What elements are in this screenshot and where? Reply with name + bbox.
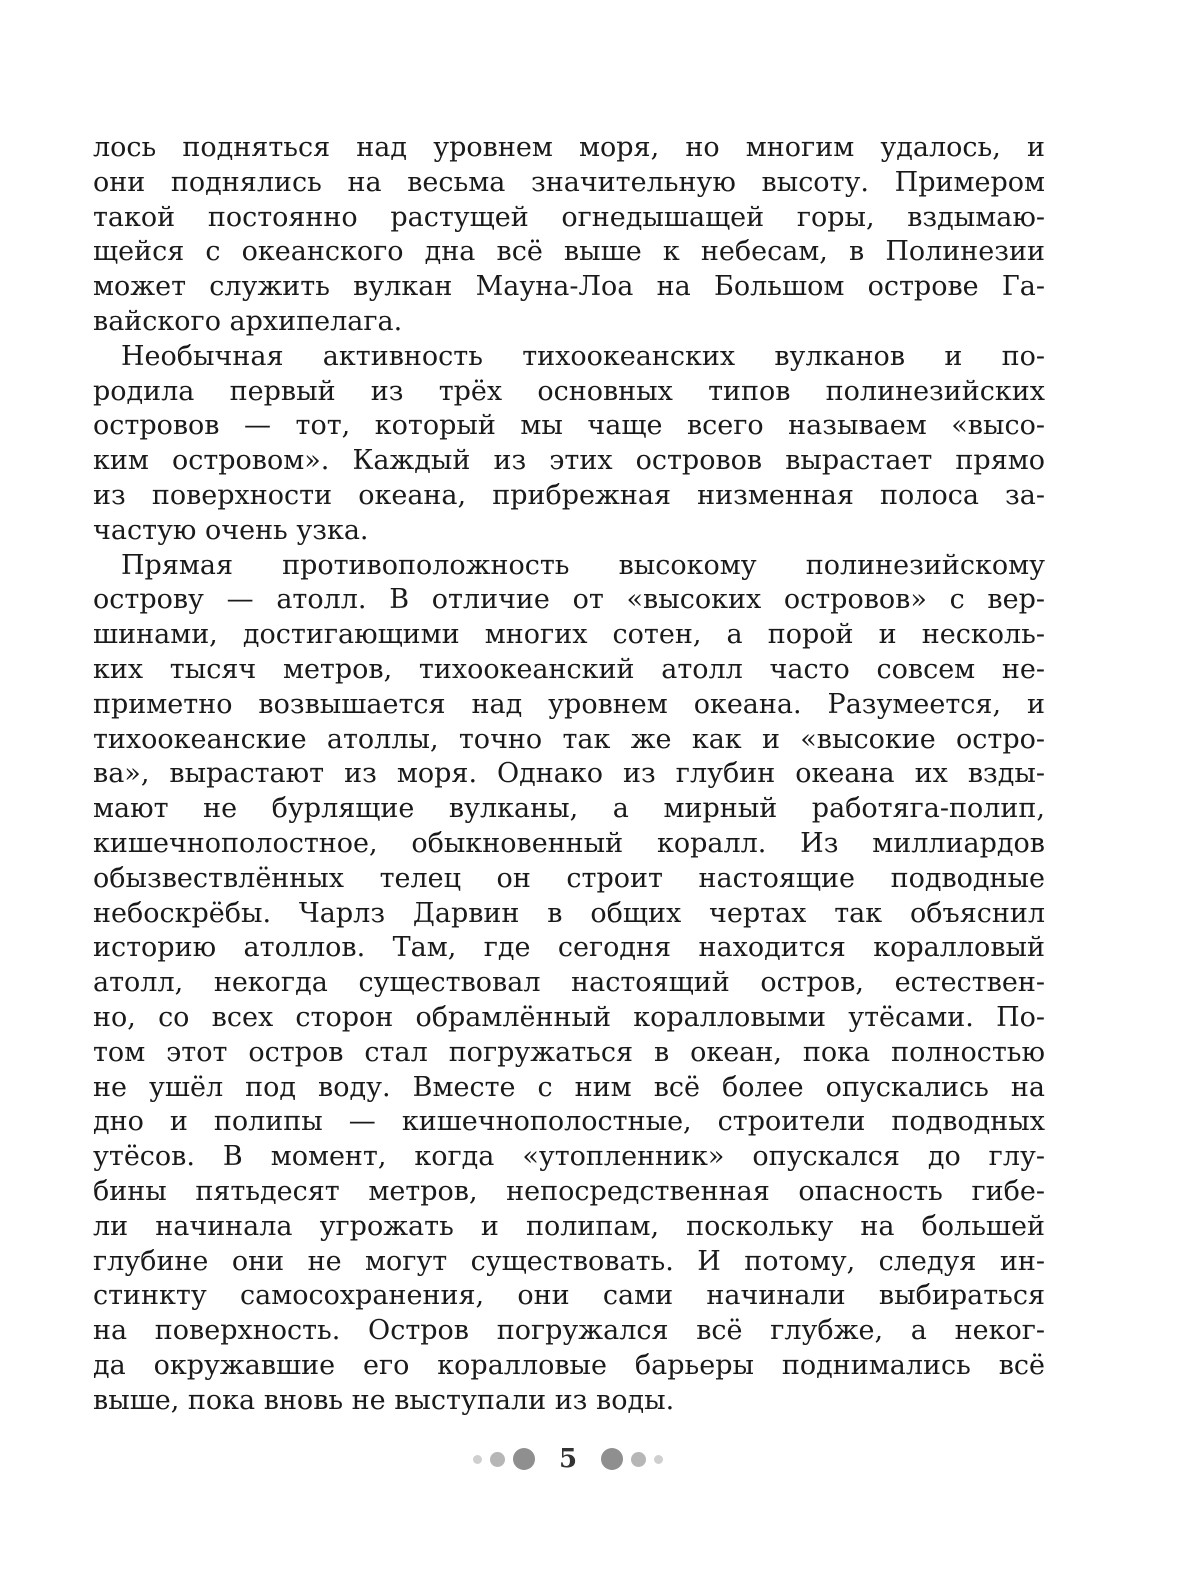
- text-line: частую очень узка.: [93, 514, 369, 546]
- text-line: но, со всех сторон обрамлённый коралловыми утёсами. По-: [93, 1001, 1045, 1033]
- text-line: щейся с океанского дна всё выше к небесам, в Полинезии: [93, 236, 1045, 268]
- text-line: ли начинала угрожать и полипам, поскольку на большей: [93, 1210, 1045, 1242]
- page-footer: [0, 1442, 1136, 1476]
- ornament-dot: [513, 1448, 535, 1470]
- text-line: мают не бурлящие вулканы, а мирный работяга-полип,: [93, 793, 1045, 825]
- text-line: такой постоянно растущей огнедышащей горы, вздымаю-: [93, 201, 1045, 233]
- text-line: стинкту самосохранения, они сами начинали выбираться: [93, 1280, 1045, 1312]
- text-line: на поверхность. Остров погружался всё глубже, а неког-: [93, 1315, 1045, 1347]
- text-line: островов — тот, который мы чаще всего называем «высо-: [93, 410, 1045, 442]
- paragraph: [93, 340, 1045, 549]
- text-line: том этот остров стал погружаться в океан, пока полностью: [93, 1036, 1045, 1068]
- page-body: [93, 131, 1045, 1418]
- text-line: они поднялись на весьма значительную высоту. Примером: [93, 166, 1045, 198]
- left-ornament: [469, 1448, 539, 1470]
- text-line: небоскрёбы. Чарлз Дарвин в общих чертах так объяснил: [93, 897, 1045, 929]
- text-line: шинами, достигающими многих сотен, а порой и несколь-: [93, 619, 1045, 651]
- text-line: ких тысяч метров, тихоокеанский атолл часто совсем не-: [93, 653, 1045, 685]
- text-line: острову — атолл. В отличие от «высоких островов» с вер-: [93, 584, 1045, 616]
- text-line: лось подняться над уровнем моря, но многим удалось, и: [93, 132, 1045, 163]
- ornament-dot: [601, 1448, 623, 1470]
- text-line: кишечнополостное, обыкновенный коралл. Из миллиардов: [93, 827, 1045, 859]
- text-line: приметно возвышается над уровнем океана. Разумеется, и: [93, 688, 1045, 720]
- text-line: вайского архипелага.: [93, 305, 403, 337]
- ornament-dot: [473, 1455, 482, 1464]
- ornament-dot: [654, 1455, 663, 1464]
- text-line: Необычная активность тихоокеанских вулканов и по-: [121, 340, 1045, 372]
- ornament-dot: [490, 1452, 505, 1467]
- text-line: глубине они не могут существовать. И потому, следуя ин-: [93, 1245, 1045, 1277]
- text-line: из поверхности океана, прибрежная низменная полоса за-: [93, 479, 1045, 511]
- text-line: дно и полипы — кишечнополостные, строители подводных: [93, 1106, 1045, 1138]
- paragraph: [93, 131, 1045, 340]
- text-line: не ушёл под воду. Вместе с ним всё более опускались на: [93, 1071, 1045, 1103]
- paragraph: [93, 549, 1045, 1419]
- text-line: Прямая противоположность высокому полинезийскому: [121, 549, 1045, 581]
- text-line: выше, пока вновь не выступали из воды.: [93, 1384, 675, 1416]
- ornament-dot: [631, 1452, 646, 1467]
- right-ornament: [597, 1448, 667, 1470]
- text-line: ва», вырастают из моря. Однако из глубин океана их взды-: [93, 758, 1045, 790]
- text-line: да окружавшие его коралловые барьеры поднимались всё: [93, 1349, 1045, 1381]
- text-line: атолл, некогда существовал настоящий остров, естествен-: [93, 967, 1045, 999]
- page-number: 5: [558, 1444, 578, 1474]
- text-line: обызвествлённых телец он строит настоящие подводные: [93, 862, 1045, 894]
- text-line: ким островом». Каждый из этих островов вырастает прямо: [93, 445, 1045, 477]
- text-line: может служить вулкан Мауна-Лоа на Большом острове Га-: [93, 271, 1045, 303]
- text-line: историю атоллов. Там, где сегодня находится коралловый: [93, 932, 1045, 964]
- text-line: бины пятьдесят метров, непосредственная опасность гибе-: [93, 1175, 1045, 1207]
- text-line: утёсов. В момент, когда «утопленник» опускался до глу-: [93, 1141, 1045, 1173]
- text-line: тихоокеанские атоллы, точно так же как и «высокие остро-: [93, 723, 1045, 755]
- text-line: родила первый из трёх основных типов полинезийских: [93, 375, 1045, 407]
